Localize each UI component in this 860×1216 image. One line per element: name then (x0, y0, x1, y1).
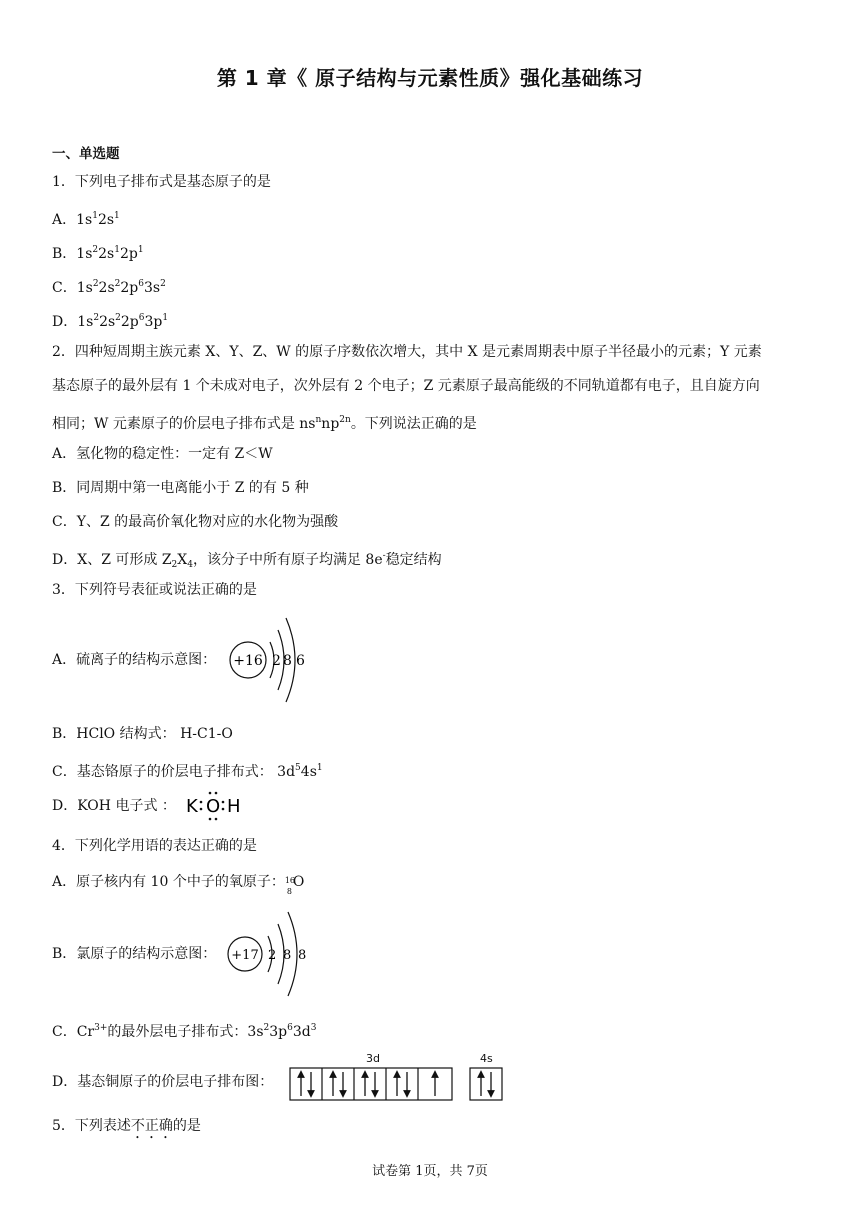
svg-text:O: O (206, 796, 221, 817)
question-2-option-c: C．Y、Z 的最高价氧化物对应的水化物为强酸 (52, 514, 339, 530)
question-2-stem-line2: 基态原子的最外层有 1 个未成对电子，次外层有 2 个电子；Z 元素原子最高能级的不同轨道都有电子，且自旋方向 (52, 378, 760, 394)
question-3-option-a: A．硫离子的结构示意图： (52, 652, 217, 668)
question-3-option-b: B．HClO 结构式： H-C1-O (52, 726, 233, 742)
question-2-stem-line3: 相同；W 元素原子的价层电子排布式是 $ns^nnp^{2n}$。下列说法正确的是 (52, 415, 477, 432)
svg-text:K: K (186, 796, 198, 817)
question-4-option-a: A．原子核内有 10 个中子的氧原子： 16 8 O (52, 872, 304, 892)
question-3-option-d: D．KOH 电子式 ： (52, 798, 176, 814)
question-4-stem: 4．下列化学用语的表达正确的是 (52, 838, 257, 854)
question-4-option-d: D．基态铜原子的价层电子排布图： (52, 1074, 274, 1090)
question-1-option-b: B．$1s^22s^12p^1$ (52, 245, 144, 262)
chlorine-nucleus-label: +17 (231, 948, 259, 963)
sulfur-shell-3: 6 (296, 653, 305, 669)
oxygen-atomic-number: 8 (286, 887, 292, 896)
sulfur-shell-2: 8 (283, 653, 292, 669)
question-1-option-c: C．$1s^22s^22p^63s^2$ (52, 279, 166, 296)
page-footer: 试卷第 1页，共 7页 (372, 1164, 488, 1179)
chlorine-shell-1: 2 (268, 948, 277, 963)
question-1-option-a: A．$1s^12s^1$ (52, 211, 120, 228)
chlorine-structure-diagram (226, 906, 316, 1002)
orbital-4s-label: 4s (480, 1052, 493, 1065)
chlorine-shell-2: 8 (283, 948, 292, 963)
sulfur-ion-structure-diagram (226, 612, 316, 708)
chlorine-shell-3: 8 (298, 948, 307, 963)
question-1-stem: 1．下列电子排布式是基态原子的是 (52, 174, 271, 190)
sulfur-shell-1: 2 (272, 653, 281, 669)
question-4-option-b: B．氯原子的结构示意图： (52, 946, 217, 962)
section-heading: 一、单选题 (52, 146, 120, 162)
question-4-option-c: C．$Cr^{3+}$的最外层电子排布式：$3s^23p^63d^3$ (52, 1023, 317, 1040)
question-3-option-c: C．基态铬原子的价层电子排布式： $3d^54s^1$ (52, 763, 323, 780)
question-2-option-a: A．氢化物的稳定性：一定有 Z＜W (52, 446, 273, 462)
orbital-3d-label: 3d (366, 1052, 380, 1065)
koh-electron-formula (184, 790, 248, 822)
question-2-option-d: D．X、Z 可形成 $Z_2X_4$，该分子中所有原子均满足 8e-稳定结构 (52, 551, 442, 570)
page-title: 第 1 章《 原子结构与元素性质》强化基础练习 (216, 66, 644, 90)
svg-text:H: H (227, 796, 241, 817)
question-1-option-d: D．$1s^22s^22p^63p^1$ (52, 313, 169, 330)
question-5-stem: 5．下列表述不正确的是 (52, 1118, 201, 1134)
question-2-option-b: B．同周期中第一电离能小于 Z 的有 5 种 (52, 480, 309, 496)
oxygen-mass-number: 16 (284, 876, 296, 885)
sulfur-nucleus-label: +16 (233, 653, 263, 669)
copper-orbital-diagram (288, 1066, 508, 1102)
question-3-stem: 3．下列符号表征或说法正确的是 (52, 582, 257, 598)
question-2-stem-line1: 2．四种短周期主族元素 X、Y、Z、W 的原子序数依次增大，其中 X 是元素周期表中原子半径最小的元素；Y 元素 (52, 344, 762, 360)
